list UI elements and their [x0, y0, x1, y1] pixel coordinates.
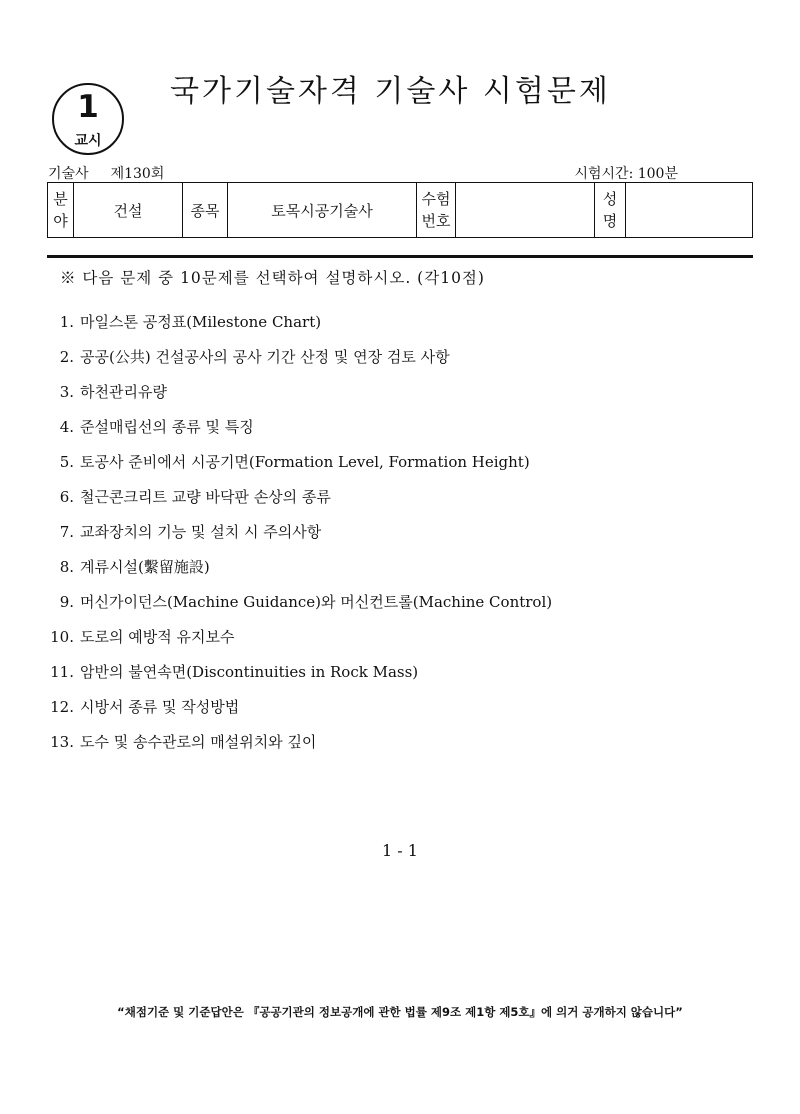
question-number: 12. — [50, 698, 74, 716]
question-item — [42, 416, 762, 451]
question-number: 3. — [59, 383, 74, 401]
question-text: 하천관리유량 — [80, 383, 167, 401]
question-text: 토공사 준비에서 시공기면(Formation Level, Formation Height) — [80, 453, 530, 471]
session-label: 교시 — [74, 133, 102, 149]
divider — [47, 255, 753, 258]
question-list — [42, 311, 762, 766]
session-number: 1 — [77, 89, 99, 125]
question-number: 1. — [59, 313, 74, 331]
exam-number-label-bottom: 번호 — [421, 212, 451, 230]
question-number: 13. — [50, 733, 74, 751]
question-item — [42, 696, 762, 731]
question-text: 교좌장치의 기능 및 설치 시 주의사항 — [80, 523, 322, 541]
exam-round: 제130회 — [110, 166, 165, 182]
question-text: 시방서 종류 및 작성방법 — [80, 698, 240, 716]
exam-number-label-top: 수험 — [421, 190, 451, 208]
name-label-bottom: 명 — [602, 212, 618, 230]
question-number: 10. — [50, 628, 74, 646]
exam-number-label-cell — [417, 183, 456, 238]
field-label-bottom: 야 — [53, 212, 68, 230]
question-item — [42, 311, 762, 346]
name-label-top: 성 — [602, 190, 618, 208]
question-text: 철근콘크리트 교량 바닥판 손상의 종류 — [80, 488, 331, 506]
item-label: 종목 — [183, 183, 228, 238]
question-item — [42, 661, 762, 696]
question-number: 2. — [59, 348, 74, 366]
question-item — [42, 486, 762, 521]
question-item — [42, 556, 762, 591]
field-label-top: 분 — [53, 190, 68, 208]
question-item — [42, 451, 762, 486]
page-title: 국가기술자격 기술사 시험문제 — [170, 74, 611, 109]
question-item — [42, 346, 762, 381]
question-number: 5. — [59, 453, 74, 471]
question-item — [42, 626, 762, 661]
instruction: ※ 다음 문제 중 10문제를 선택하여 설명하시오. (각10점) — [60, 269, 485, 287]
name-label-cell — [595, 183, 626, 238]
question-number: 6. — [59, 488, 74, 506]
exam-duration: 시험시간: 100분 — [574, 166, 678, 182]
page-number: 1 - 1 — [382, 841, 418, 860]
item-value: 토목시공기술사 — [228, 183, 417, 238]
info-table — [47, 182, 753, 238]
footer-notice: “채점기준 및 기준답안은 『공공기관의 정보공개에 관한 법률 제9조 제1항 제5호』에 의거 공개하지 않습니다” — [117, 1005, 683, 1019]
exam-meta — [48, 163, 164, 183]
question-text: 도로의 예방적 유지보수 — [80, 628, 235, 646]
question-text: 준설매립선의 종류 및 특징 — [80, 418, 254, 436]
question-text: 계류시설(繫留施設) — [80, 558, 210, 576]
session-badge — [52, 83, 124, 155]
question-number: 11. — [50, 663, 74, 681]
question-text: 공공(公共) 건설공사의 공사 기간 산정 및 연장 검토 사항 — [80, 348, 450, 366]
question-item — [42, 731, 762, 766]
question-text: 마일스톤 공정표(Milestone Chart) — [80, 313, 322, 331]
name-field[interactable] — [626, 183, 753, 238]
question-text: 도수 및 송수관로의 매설위치와 깊이 — [80, 733, 317, 751]
question-text: 암반의 불연속면(Discontinuities in Rock Mass) — [80, 663, 419, 681]
question-text: 머신가이던스(Machine Guidance)와 머신컨트롤(Machine Control) — [80, 593, 553, 611]
question-item — [42, 521, 762, 556]
exam-category: 기술사 — [48, 166, 89, 182]
field-label-cell — [48, 183, 74, 238]
exam-number-field[interactable] — [456, 183, 595, 238]
field-value: 건설 — [74, 183, 183, 238]
question-number: 9. — [59, 593, 74, 611]
question-number: 8. — [59, 558, 74, 576]
question-number: 4. — [59, 418, 74, 436]
question-item — [42, 591, 762, 626]
question-item — [42, 381, 762, 416]
question-number: 7. — [59, 523, 74, 541]
